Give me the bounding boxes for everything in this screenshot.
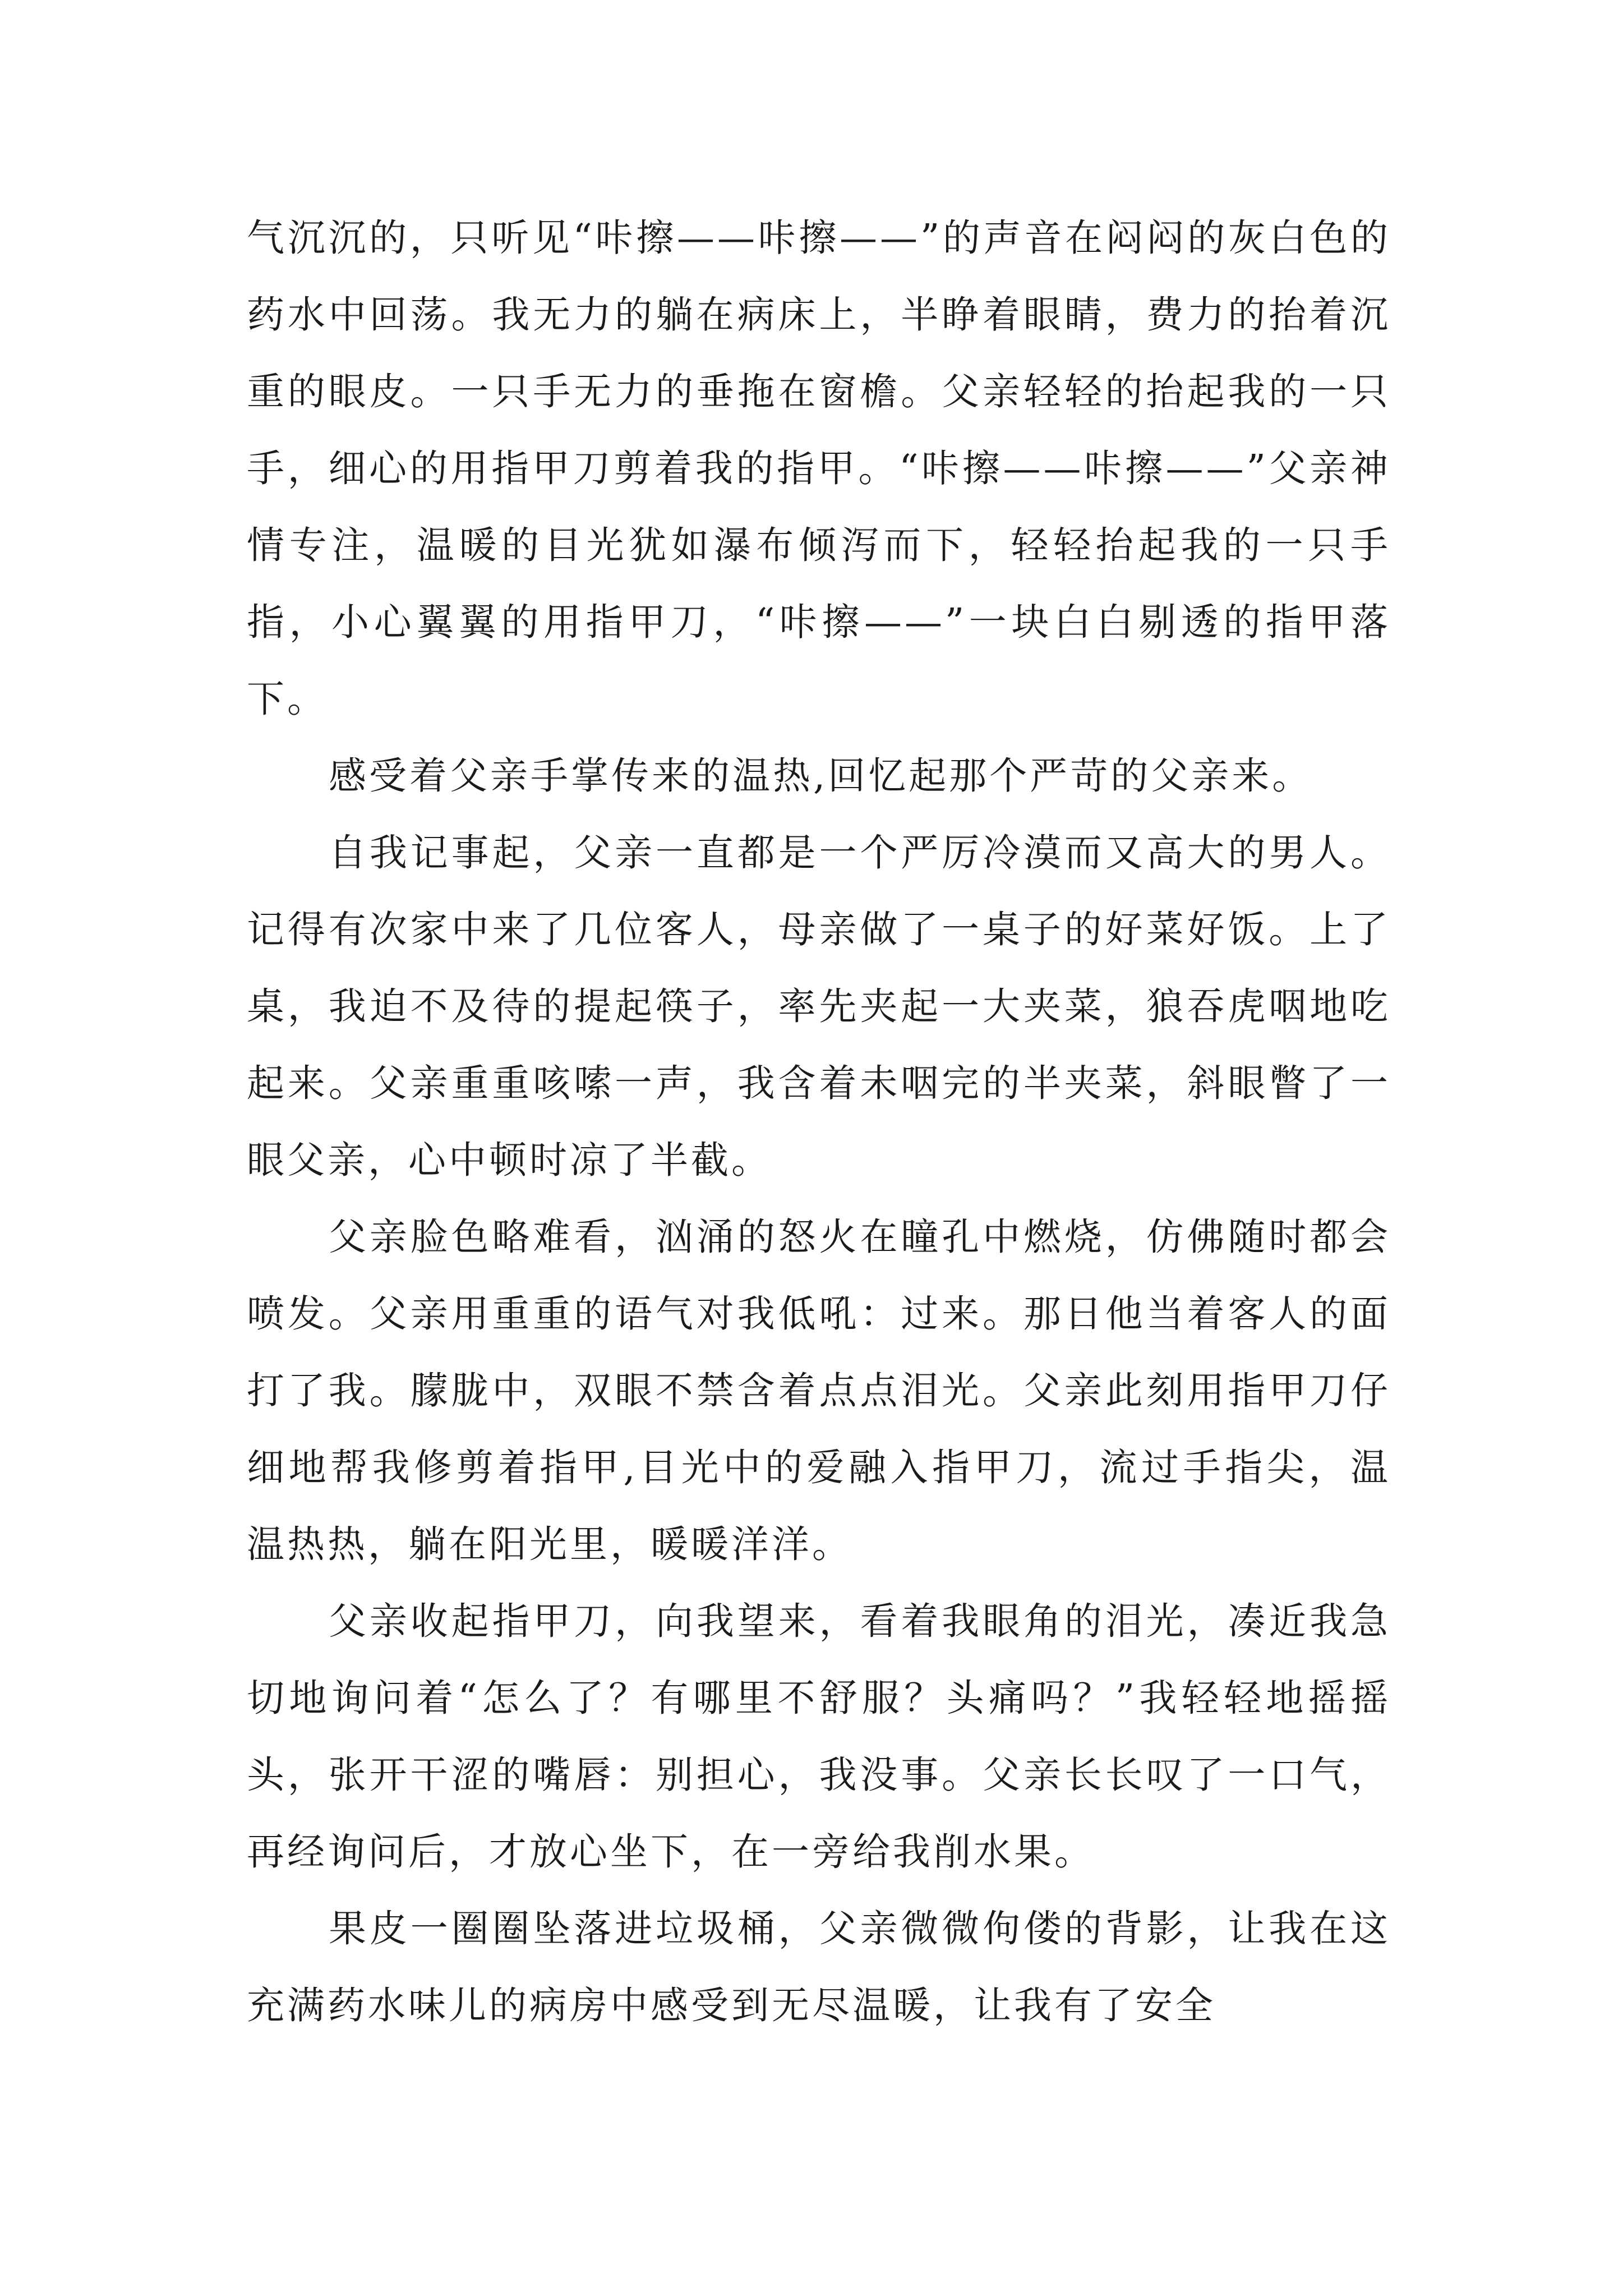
paragraph-5: 父亲收起指甲刀，向我望来，看着我眼角的泪光，凑近我急切地询问着“怎么了？有哪里不舒服？头痛吗？”我轻轻地摇摇头，张开干涩的嘴唇：别担心，我没事。父亲长长叹了一口气，再经询问后，才放心坐下，在一旁给我削水果。 [247,1599,1391,1874]
paragraph-4: 父亲脸色略难看，汹涌的怒火在瞳孔中燃烧，仿佛随时都会喷发。父亲用重重的语气对我低吼：过来。那日他当着客人的面打了我。朦胧中，双眼不禁含着点点泪光。父亲此刻用指甲刀仔细地帮我修剪着指甲,目光中的爱融入指甲刀，流过手指尖，温温热热，躺在阳光里，暖暖洋洋。 [247,1215,1391,1566]
paragraph-2: 感受着父亲手掌传来的温热,回忆起那个严苛的父亲来。 [329,754,1313,798]
paragraph-1: 气沉沉的，只听见“咔擦——咔擦——”的声音在闷闷的灰白色的药水中回荡。我无力的躺在病床上，半睁着眼睛，费力的抬着沉重的眼皮。一只手无力的垂拖在窗檐。父亲轻轻的抬起我的一只手，细心的用指甲刀剪着我的指甲。“咔擦——咔擦——”父亲神情专注，温暖的目光犹如瀑布倾泻而下，轻轻抬起我的一只手指，小心翼翼的用指甲刀，“咔擦——”一块白白剔透的指甲落下。 [247,216,1391,721]
paragraph-3: 自我记事起，父亲一直都是一个严厉冷漠而又高大的男人。记得有次家中来了几位客人，母亲做了一桌子的好菜好饭。上了桌，我迫不及待的提起筷子，率先夹起一大夹菜，狼吞虎咽地吃起来。父亲重重咳嗦一声，我含着未咽完的半夹菜，斜眼瞥了一眼父亲，心中顿时凉了半截。 [247,831,1391,1182]
document-body [247,200,1391,2044]
paragraph-6: 果皮一圈圈坠落进垃圾桶，父亲微微佝偻的背影，让我在这充满药水味儿的病房中感受到无尽温暖，让我有了安全 [247,1907,1391,2027]
